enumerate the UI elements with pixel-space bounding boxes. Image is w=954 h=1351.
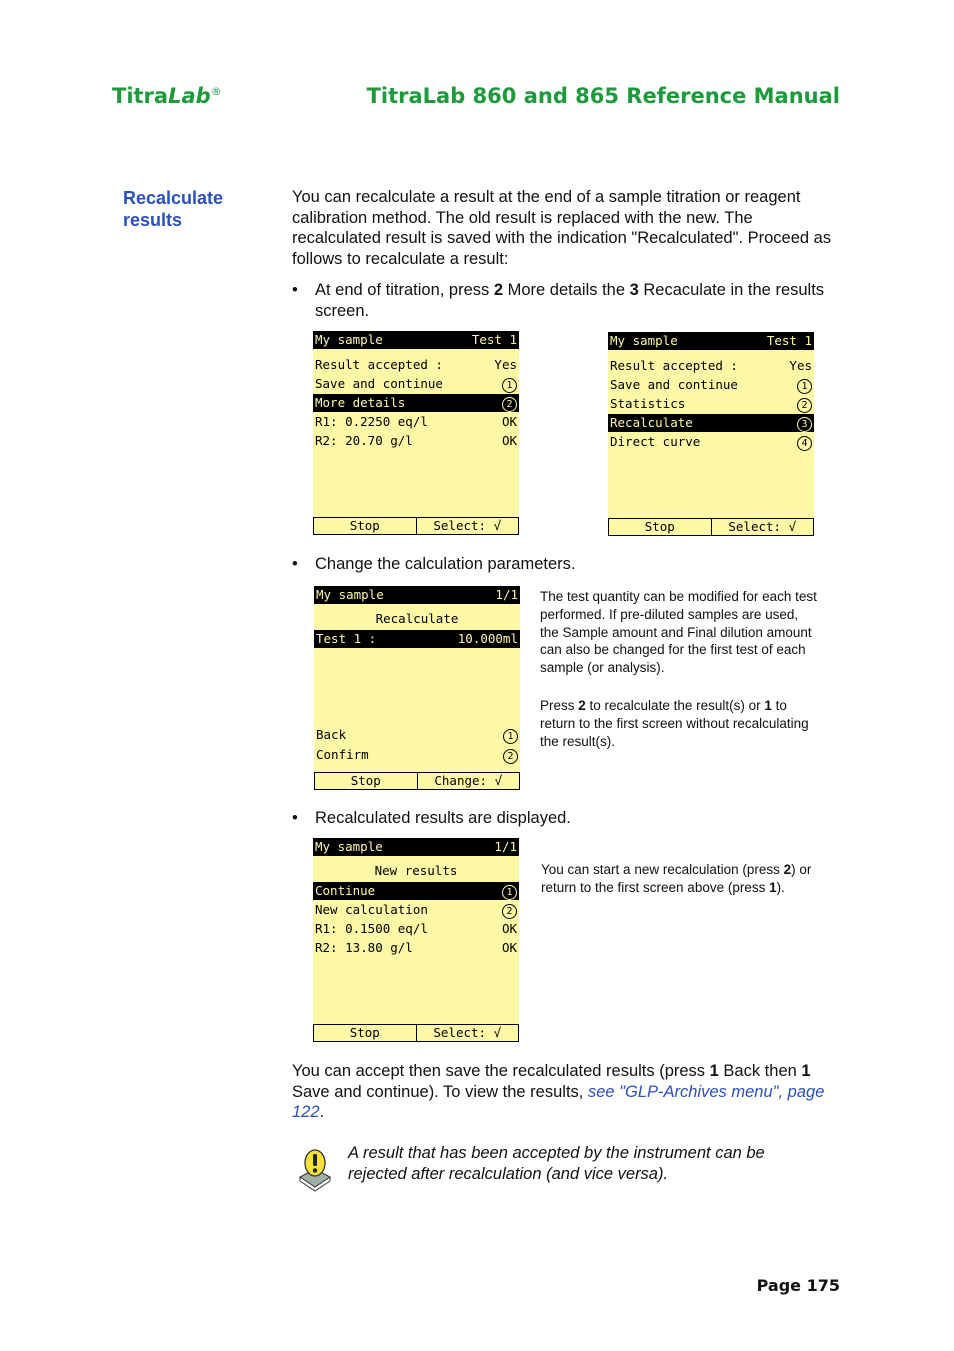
- lcd-row-value: OK: [501, 414, 517, 429]
- lcd-title-bar: [313, 331, 519, 349]
- lcd-row-value: 10.000ml: [457, 631, 518, 646]
- lcd-screen-results: [313, 331, 519, 535]
- stop-softkey: Stop: [349, 518, 380, 533]
- lcd-row-label: R2: 20.70 g/l: [315, 433, 413, 448]
- note-text: A result that has been accepted by the instrument can be rejected after recalculation (and vice versa).: [348, 1144, 765, 1183]
- key-1-icon: 1: [502, 378, 517, 393]
- lcd-row: [313, 901, 519, 919]
- lcd-title-right: 1/1: [494, 839, 517, 854]
- lcd-row: [313, 920, 519, 938]
- bullet-item: [292, 280, 825, 322]
- key-reference: 1: [801, 1062, 811, 1080]
- lcd-row-label: Result accepted :: [610, 358, 738, 373]
- side-note: [541, 861, 821, 897]
- bullet-dot: •: [292, 555, 298, 573]
- key-1-icon: 1: [502, 885, 517, 900]
- lcd-row-label: Confirm: [316, 747, 369, 762]
- lcd-row-label: Statistics: [610, 396, 686, 411]
- lcd-row: [608, 357, 814, 375]
- key-2-icon: 2: [503, 749, 518, 764]
- key-1-icon: 1: [503, 729, 518, 744]
- lcd-heading: New results: [374, 863, 458, 878]
- lcd-row-label: R1: 0.2250 eq/l: [315, 414, 428, 429]
- lcd-row: [313, 413, 519, 431]
- outro-part: .: [319, 1103, 325, 1122]
- outro-part: You can accept then save the recalculated results (press: [292, 1062, 710, 1080]
- outro-paragraph: [292, 1061, 837, 1123]
- lcd-screen-more-details: [608, 332, 814, 536]
- intro-paragraph: You can recalculate a result at the end of a sample titration or reagent calibration method. The old result is replaced with the new. The recalculated result is saved with the indication "Recalculated". Proceed as follows to recalculate a result:: [292, 188, 832, 268]
- side-note-part: You can start a new recalculation (press: [541, 862, 784, 877]
- outro-part: Save and continue). To view the results,: [292, 1082, 588, 1101]
- lcd-title-right: Test 1: [766, 333, 812, 348]
- key-2-icon: 2: [797, 398, 812, 413]
- bullet-dot: •: [292, 809, 298, 827]
- brand-prefix: Titra: [112, 84, 169, 108]
- bullet-text: [315, 280, 825, 321]
- lcd-softkey-bar: [313, 517, 519, 535]
- lcd-title-bar: [314, 586, 520, 604]
- key-reference: 2: [578, 698, 586, 713]
- stop-softkey: Stop: [350, 773, 381, 788]
- manual-title: TitraLab 860 and 865 Reference Manual: [366, 84, 840, 108]
- lcd-row-selected: [608, 414, 814, 432]
- bullet-text-part: At end of titration, press: [315, 281, 494, 299]
- lcd-row-value: OK: [501, 433, 517, 448]
- bullet-text-part: More details the: [503, 281, 630, 299]
- lcd-title-right: 1/1: [495, 587, 518, 602]
- lcd-title-right: Test 1: [471, 332, 517, 347]
- lcd-row-label: Save and continue: [315, 376, 443, 391]
- lcd-row: [313, 375, 519, 393]
- key-reference: 1: [769, 879, 777, 895]
- lcd-row-label: More details: [315, 395, 406, 410]
- lcd-row-label: Continue: [315, 883, 376, 898]
- lcd-row-selected: [313, 394, 519, 412]
- lcd-title: My sample: [610, 333, 678, 348]
- bullet-text: Recalculated results are displayed.: [315, 809, 571, 827]
- lcd-screen-recalculate: [314, 586, 520, 790]
- warning-note-icon: [297, 1147, 333, 1193]
- side-note-part: Press: [540, 698, 579, 713]
- lcd-row-selected: [313, 882, 519, 900]
- lcd-row-value: Yes: [494, 357, 517, 372]
- lcd-row: [313, 432, 519, 450]
- lcd-title: My sample: [315, 839, 383, 854]
- key-4-icon: 4: [797, 436, 812, 451]
- stop-softkey: Stop: [349, 1025, 380, 1040]
- lcd-row-label: Direct curve: [610, 434, 701, 449]
- lcd-row: [608, 395, 814, 413]
- page-number: Page 175: [756, 1276, 840, 1295]
- bullet-item: [292, 554, 822, 575]
- lcd-row-value: OK: [501, 940, 517, 955]
- brand-italic: Lab: [168, 84, 211, 108]
- side-note-part: to return to the first screen without recalculating the result(s).: [540, 698, 809, 749]
- lcd-softkey-bar: [313, 1024, 519, 1042]
- bullet-text-part: Recaculate in the results screen.: [315, 281, 825, 320]
- lcd-row-value: OK: [501, 921, 517, 936]
- lcd-row-label: Back: [316, 727, 347, 742]
- lcd-row-label: Result accepted :: [315, 357, 443, 372]
- lcd-title-bar: [313, 838, 519, 856]
- select-softkey: Select: √: [416, 1025, 519, 1041]
- section-title: Recalculate results: [123, 188, 224, 230]
- lcd-title-bar: [608, 332, 814, 350]
- lcd-row: [314, 726, 520, 744]
- bullet-text: Change the calculation parameters.: [315, 555, 576, 573]
- bullet-item: [292, 808, 822, 829]
- side-note: [540, 697, 820, 750]
- lcd-row-label: R2: 13.80 g/l: [315, 940, 413, 955]
- side-note: The test quantity can be modified for each test performed. If pre-diluted samples are used, the Sample amount and Final dilution amount can also be changed for the first test of each sample (or analysis).: [540, 589, 817, 676]
- lcd-row-label: Save and continue: [610, 377, 738, 392]
- lcd-row-label: Test 1 :: [316, 631, 377, 646]
- bullet-dot: •: [292, 281, 298, 299]
- brand-mark: ®: [210, 85, 222, 98]
- key-2-icon: 2: [502, 904, 517, 919]
- side-note-part: to recalculate the result(s) or: [585, 698, 765, 713]
- side-note-part: ).: [776, 879, 785, 895]
- lcd-title: My sample: [316, 587, 384, 602]
- key-reference: 1: [709, 1062, 719, 1080]
- lcd-row: [313, 939, 519, 957]
- lcd-title: My sample: [315, 332, 383, 347]
- lcd-row-label: Recalculate: [610, 415, 693, 430]
- lcd-screen-new-results: [313, 838, 519, 1042]
- lcd-row: [608, 433, 814, 451]
- select-softkey: Select: √: [416, 518, 519, 534]
- key-reference: 1: [764, 698, 772, 713]
- lcd-softkey-bar: [314, 772, 520, 790]
- lcd-row: [314, 746, 520, 764]
- key-reference: 2: [783, 862, 792, 877]
- outro-part: Back then: [718, 1062, 802, 1080]
- lcd-row-selected: [314, 630, 520, 648]
- select-softkey: Select: √: [711, 519, 814, 535]
- change-softkey: Change: √: [417, 773, 520, 789]
- lcd-heading: Recalculate: [375, 611, 459, 626]
- lcd-row: [608, 376, 814, 394]
- key-3-icon: 3: [797, 417, 812, 432]
- side-note-part: ) or return to the first screen above (press: [541, 862, 812, 895]
- brand-logo: [112, 84, 222, 108]
- key-reference: 3: [629, 281, 639, 299]
- lcd-row: [313, 356, 519, 374]
- lcd-softkey-bar: [608, 518, 814, 536]
- lcd-row-value: Yes: [789, 358, 812, 373]
- lcd-row-label: New calculation: [315, 902, 428, 917]
- key-reference: 2: [493, 281, 504, 299]
- stop-softkey: Stop: [644, 519, 675, 534]
- key-1-icon: 1: [797, 379, 812, 394]
- glp-archives-link[interactable]: see "GLP-Archives menu", page 122: [292, 1082, 825, 1122]
- key-2-icon: 2: [502, 397, 517, 412]
- lcd-row-label: R1: 0.1500 eq/l: [315, 921, 428, 936]
